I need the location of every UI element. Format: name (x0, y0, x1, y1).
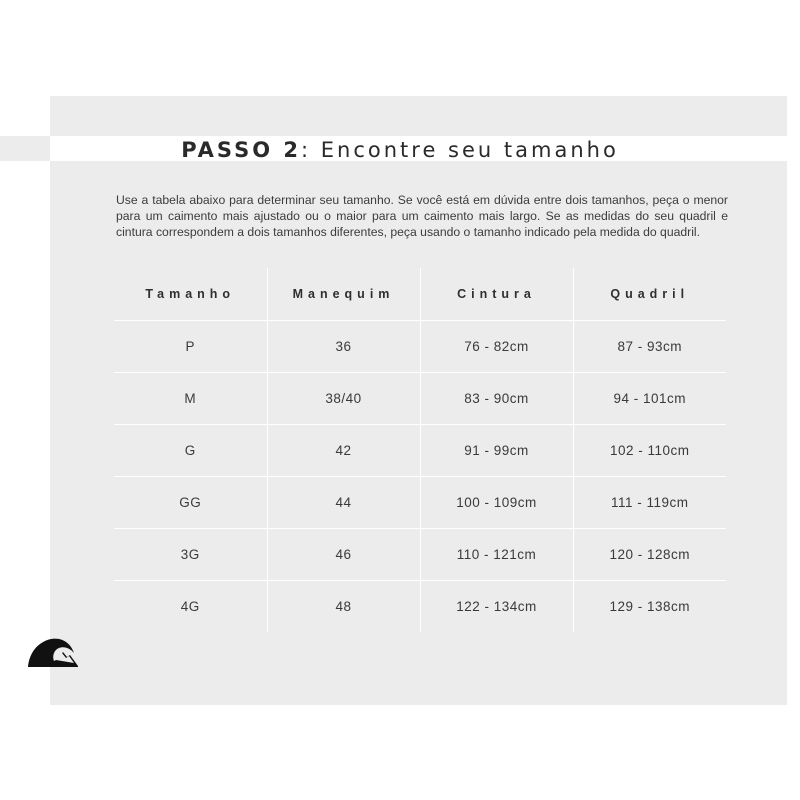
header-tamanho: Tamanho (114, 268, 267, 321)
cell-cintura: 83 - 90cm (420, 373, 573, 425)
cell-cintura: 122 - 134cm (420, 581, 573, 633)
table-row (114, 321, 726, 373)
cell-tamanho: P (114, 321, 267, 373)
table-row (114, 477, 726, 529)
cell-quadril: 111 - 119cm (573, 477, 726, 529)
size-table-header-row (114, 268, 726, 321)
cell-cintura: 91 - 99cm (420, 425, 573, 477)
cell-cintura: 100 - 109cm (420, 477, 573, 529)
cell-tamanho: M (114, 373, 267, 425)
cell-quadril: 94 - 101cm (573, 373, 726, 425)
cell-quadril: 120 - 128cm (573, 529, 726, 581)
cell-tamanho: GG (114, 477, 267, 529)
table-row (114, 373, 726, 425)
cell-tamanho: G (114, 425, 267, 477)
header-manequim: Manequim (267, 268, 420, 321)
title-step-label: PASSO 2 (181, 138, 301, 162)
header-cintura: Cintura (420, 268, 573, 321)
cell-quadril: 102 - 110cm (573, 425, 726, 477)
cell-quadril: 87 - 93cm (573, 321, 726, 373)
table-row (114, 529, 726, 581)
header-quadril: Quadril (573, 268, 726, 321)
size-table (114, 268, 726, 632)
title-text: Encontre seu tamanho (320, 138, 619, 162)
cell-tamanho: 4G (114, 581, 267, 633)
table-row (114, 425, 726, 477)
cell-quadril: 129 - 138cm (609, 599, 691, 614)
page-title (0, 136, 800, 164)
cell-manequim: 48 (267, 581, 420, 633)
cell-cintura: 110 - 121cm (420, 529, 573, 581)
cell-cintura: 76 - 82cm (420, 321, 573, 373)
title-colon: : (301, 138, 312, 162)
cell-manequim: 42 (267, 425, 420, 477)
wave-mountain-logo-icon (27, 636, 79, 668)
cell-manequim: 36 (267, 321, 420, 373)
intro-paragraph: Use a tabela abaixo para determinar seu tamanho. Se você está em dúvida entre dois tamanhos, peça o menor para um caimento mais ajustado ou o maior para um caimento mais largo. Se as medidas do seu quadril e cintura correspondem a dois tamanhos diferentes, peça usando o tamanho indicado pela medida do quadril. (116, 193, 728, 240)
cell-manequim: 38/40 (267, 373, 420, 425)
cell-manequim: 44 (267, 477, 420, 529)
cell-tamanho: 3G (114, 529, 267, 581)
cell-manequim: 46 (267, 529, 420, 581)
table-row (114, 581, 726, 633)
